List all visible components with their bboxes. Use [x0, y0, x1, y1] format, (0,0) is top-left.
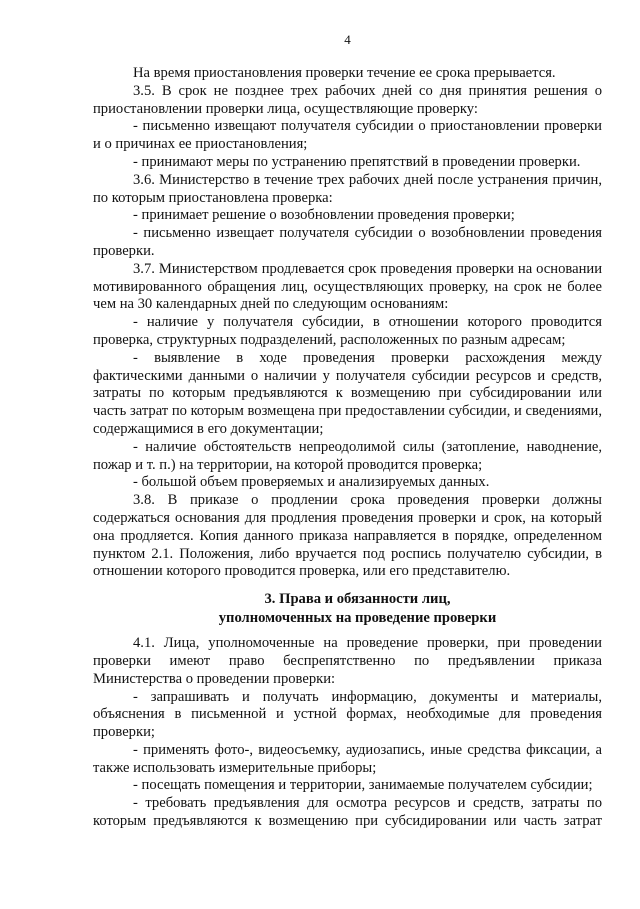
section-heading-line: уполномоченных на проведение проверки [218, 610, 497, 627]
document-page [93, 32, 602, 831]
paragraph: 3.5. В срок не позднее трех рабочих дней со дня принятия решения о приостановлении проверки лица, осуществляющие проверку: [93, 82, 602, 117]
list-item: - применять фото-, видеосъемку, аудиозапись, иные средства фиксации, а также использовать измерительные приборы; [93, 741, 602, 776]
list-item: - наличие обстоятельств непреодолимой силы (затопление, наводнение, пожар и т. п.) на территории, на которой проводится проверка; [93, 438, 602, 473]
list-item: - письменно извещает получателя субсидии о возобновлении проведения проверки. [93, 225, 602, 259]
paragraph: 4.1. Лица, уполномоченные на проведение проверки, при проведении проверки имеют право беспрепятственно по предъявлении приказа Министерства о проведении проверки: [93, 635, 602, 687]
section-heading [113, 590, 602, 628]
list-item: - наличие у получателя субсидии, в отношении которого проводится проверка, структурных подразделений, расположенных по разным адресам; [93, 314, 602, 348]
list-item: - запрашивать и получать информацию, документы и материалы, объяснения в письменной и устной формах, необходимые для проведения проверки; [93, 688, 602, 741]
paragraph: 3.7. Министерством продлевается срок проведения проверки на основании мотивированного обращения лиц, осуществляющих проверку, на срок не более чем на 30 календарных дней по следующим основаниям: [93, 260, 602, 313]
list-item: - принимает решение о возобновлении проведения проверки; [133, 207, 515, 224]
list-item: - принимают меры по устранению препятствий в проведении проверки. [133, 153, 581, 170]
paragraph: 3.6. Министерство в течение трех рабочих дней после устранения причин, по которым приостановлена проверка: [93, 171, 602, 206]
section-heading-line: 3. Права и обязанности лиц, [264, 591, 451, 608]
list-item: - письменно извещают получателя субсидии о приостановлении проверки и о причинах ее приостановления; [93, 118, 602, 153]
list-item: - выявление в ходе проведения проверки расхождения между фактическими данными о наличии у получателя субсидии ресурсов и средств, затраты по которым предъявляются к возмещению при субсидировании или часть затрат по которым возмещена при предоставлении субсидии, и сведениями, содержащимися в его документации; [93, 349, 602, 437]
paragraph: 3.8. В приказе о продлении срока проведения проверки должны содержаться основания для продления проведения проверки и срок, на который она продляется. Копия данного приказа направляется в порядке, определенном пунктом 2.1. Положения, либо вручается под роспись получателю субсидии, в отношении которого проводится проверка, или его представителю. [93, 492, 602, 580]
paragraph: На время приостановления проверки течение ее срока прерывается. [133, 65, 556, 81]
page-number: 4 [344, 32, 351, 47]
list-item: - посещать помещения и территории, занимаемые получателем субсидии; [133, 777, 593, 794]
list-item: - большой объем проверяемых и анализируемых данных. [133, 474, 490, 491]
list-item: - требовать предъявления для осмотра ресурсов и средств, затраты по которым предъявляются к возмещению при субсидировании или часть затрат [93, 795, 602, 830]
